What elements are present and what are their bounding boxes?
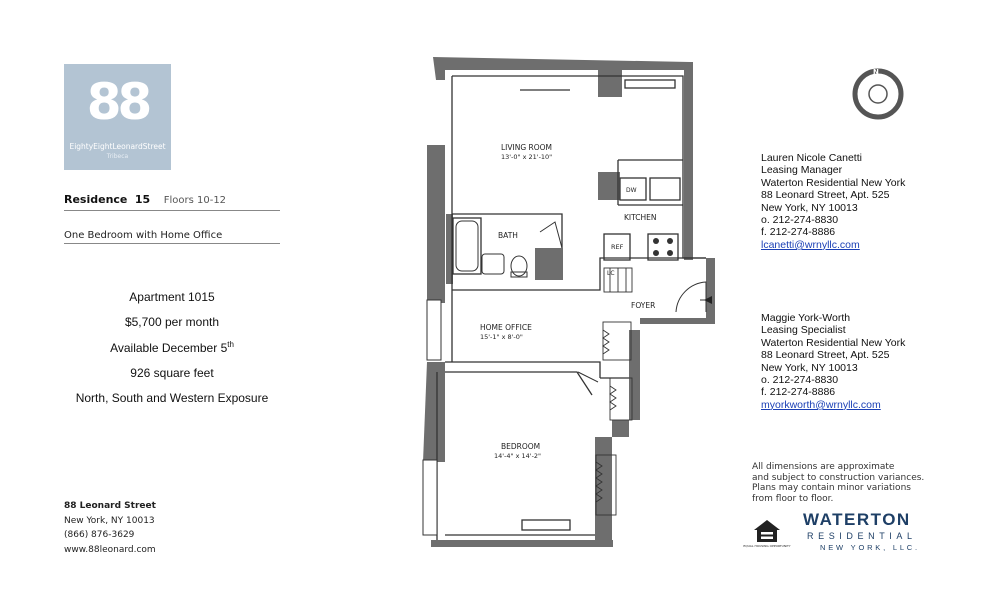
apartment-number: Apartment 1015 bbox=[129, 290, 215, 304]
unit-type: One Bedroom with Home Office bbox=[64, 230, 223, 241]
availability-text: Available December 5 bbox=[110, 341, 228, 355]
contact-card bbox=[761, 312, 905, 411]
disclaimer-line: Plans may contain minor variations bbox=[752, 483, 911, 493]
logo-name: EightyEightLeonardStreet bbox=[69, 142, 166, 151]
availability-suffix: th bbox=[227, 340, 234, 349]
brand-location: NEW YORK, LLC. bbox=[820, 543, 920, 552]
label-bedroom-dim: 14'-4" x 14'-2" bbox=[494, 452, 542, 460]
logo-sub: Tribeca bbox=[106, 153, 129, 160]
label-dishwasher: DW bbox=[626, 187, 637, 194]
building-website: www.88leonard.com bbox=[64, 545, 156, 555]
residence-floors: Floors 10-12 bbox=[163, 195, 227, 206]
disclaimer bbox=[752, 462, 927, 504]
label-kitchen: KITCHEN bbox=[624, 213, 657, 222]
exposure: North, South and Western Exposure bbox=[75, 391, 269, 405]
contact-office-phone: o. 212-274-8830 bbox=[761, 214, 839, 227]
contact-office-phone: o. 212-274-8830 bbox=[761, 374, 839, 387]
label-home-office-dim: 15'-1" x 8'-0" bbox=[480, 333, 523, 341]
label-foyer: FOYER bbox=[631, 301, 656, 310]
label-living-room: LIVING ROOM bbox=[501, 143, 553, 152]
square-footage: 926 square feet bbox=[130, 366, 214, 380]
stove-burners bbox=[653, 238, 673, 256]
equal-housing-icon bbox=[743, 518, 791, 552]
disclaimer-line: All dimensions are approximate bbox=[752, 462, 895, 472]
disclaimer-line: and subject to construction variances. bbox=[752, 472, 925, 483]
residence-number: 15 bbox=[134, 193, 151, 206]
residence-label: Residence bbox=[64, 193, 128, 206]
disclaimer-line: from floor to floor. bbox=[752, 493, 834, 504]
contact-address: 88 Leonard Street, Apt. 525 bbox=[761, 189, 890, 202]
brand-name: WATERTON bbox=[803, 510, 911, 529]
label-bedroom: BEDROOM bbox=[501, 442, 541, 451]
building-phone: (866) 876-3629 bbox=[64, 530, 135, 540]
contact-address: 88 Leonard Street, Apt. 525 bbox=[761, 349, 890, 362]
logo-mark: 88 bbox=[86, 73, 149, 131]
contact-fax: f. 212-274-8886 bbox=[761, 386, 836, 399]
equal-housing-label: EQUAL HOUSING OPPORTUNITY bbox=[743, 544, 791, 548]
exterior-walls bbox=[423, 57, 715, 547]
contact-card bbox=[761, 152, 905, 251]
contact-title: Leasing Specialist bbox=[761, 324, 846, 337]
contact-company: Waterton Residential New York bbox=[761, 176, 906, 189]
building-street: 88 Leonard Street bbox=[64, 501, 156, 511]
label-linen-closet: LC bbox=[607, 270, 615, 277]
brand-subtitle: RESIDENTIAL bbox=[807, 531, 917, 541]
north-compass bbox=[855, 68, 901, 117]
contact-city: New York, NY 10013 bbox=[761, 201, 858, 214]
label-home-office: HOME OFFICE bbox=[480, 323, 532, 332]
label-bath: BATH bbox=[498, 231, 518, 240]
interior-walls bbox=[437, 76, 706, 540]
label-living-dim: 13'-0" x 21'-10" bbox=[501, 153, 553, 161]
building-city: New York, NY 10013 bbox=[64, 516, 155, 526]
contact-name: Maggie York-Worth bbox=[761, 312, 851, 324]
bath-fixtures bbox=[456, 221, 527, 277]
contact-email-link[interactable]: myorkworth@wrnyllc.com bbox=[761, 398, 881, 411]
monthly-price: $5,700 per month bbox=[124, 315, 220, 329]
contact-fax: f. 212-274-8886 bbox=[761, 226, 836, 239]
label-refrigerator: REF bbox=[611, 243, 624, 251]
contact-company: Waterton Residential New York bbox=[761, 336, 906, 349]
contact-title: Leasing Manager bbox=[761, 164, 843, 177]
contact-city: New York, NY 10013 bbox=[761, 361, 858, 374]
contact-email-link[interactable]: lcanetti@wrnyllc.com bbox=[761, 238, 860, 251]
contact-name: Lauren Nicole Canetti bbox=[761, 152, 862, 164]
compass-north-label: N bbox=[873, 68, 879, 76]
